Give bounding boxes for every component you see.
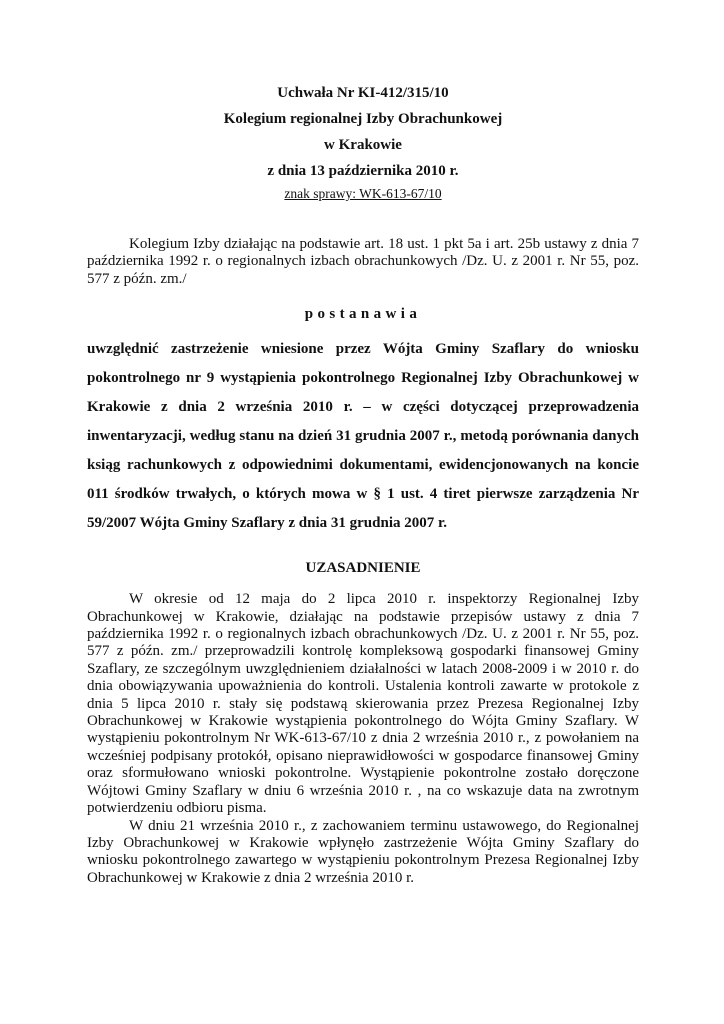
case-reference: znak sprawy: WK-613-67/10 [284, 186, 442, 201]
justification-heading: UZASADNIENIE [305, 560, 421, 577]
document-header [87, 84, 639, 202]
resolution-date: z dnia 13 października 2010 r. [267, 163, 459, 179]
issuing-city: w Krakowie [324, 137, 402, 153]
document-page [87, 84, 639, 887]
resolution-text: uwzględnić zastrzeżenie wniesione przez Wójta Gminy Szaflary do wniosku pokontrolnego nr 9 wystąpienia pokontrolnego Regionalnej Izby Obrachunkowej w Krakowie z dnia 2 września 2010 r. – w części dotyczącej przeprowadzenia inwentaryzacji, według stanu na dzień 31 grudnia 2007 r., metodą porównania danych ksiąg rachunkowych z odpowiednimi dokumentami, ewidencjonowanych na koncie 011 środków trwałych, o których mowa w § 1 ust. 4 tiret pierwsze zarządzenia Nr 59/2007 Wójta Gminy Szaflary z dnia 31 grudnia 2007 r. [87, 341, 639, 532]
legal-basis-paragraph: Kolegium Izby działając na podstawie art. 18 ust. 1 pkt 5a i art. 25b ustawy z dnia 7 października 1992 r. o regionalnych izbach obrachunkowych /Dz. U. z 2001 r. Nr 55, poz. 577 z późn. zm./ [87, 236, 639, 287]
justification-paragraph: W okresie od 12 maja do 2 lipca 2010 r. inspektorzy Regionalnej Izby Obrachunkowej w Krakowie, działając na podstawie przepisów ustawy z dnia 7 października 1992 r. o regionalnych izbach obrachunkowych /Dz. U. z 2001 r. Nr 55, poz. 577 z późn. zm./ przeprowadzili kontrolę kompleksową gospodarki finansowej Gminy Szaflary, ze szczególnym uwzględnieniem działalności w latach 2008-2009 i w 2010 r. do dnia obowiązywania upoważnienia do kontroli. Ustalenia kontroli zawarte w protokole z dnia 5 lipca 2010 r. stały się podstawą skierowania przez Prezesa Regionalnej Izby Obrachunkowej w Krakowie wystąpienia pokontrolnego do Wójta Gminy Szaflary. W wystąpieniu pokontrolnym Nr WK-613-67/10 z dnia 2 września 2010 r., z powołaniem na wcześniej podpisany protokół, opisano nieprawidłowości w gospodarce finansowej Gminy oraz sformułowano wnioski pokontrolne. Wystąpienie pokontrolne zostało doręczone Wójtowi Gminy Szaflary w dniu 6 września 2010 r. , na co wskazuje data na zwrotnym potwierdzeniu odbioru pisma. [87, 591, 639, 817]
resolution-title: Uchwała Nr KI-412/315/10 [277, 85, 449, 101]
decides-heading: postanawia [304, 306, 422, 323]
justification-paragraph: W dniu 21 września 2010 r., z zachowaniem terminu ustawowego, do Regionalnej Izby Obrachunkowej w Krakowie wpłynęło zastrzeżenie Wójta Gminy Szaflary do wniosku pokontrolnego zawartego w wystąpieniu pokontrolnym Prezesa Regionalnej Izby Obrachunkowej w Krakowie z dnia 2 września 2010 r. [87, 817, 639, 886]
issuing-body: Kolegium regionalnej Izby Obrachunkowej [223, 111, 503, 127]
